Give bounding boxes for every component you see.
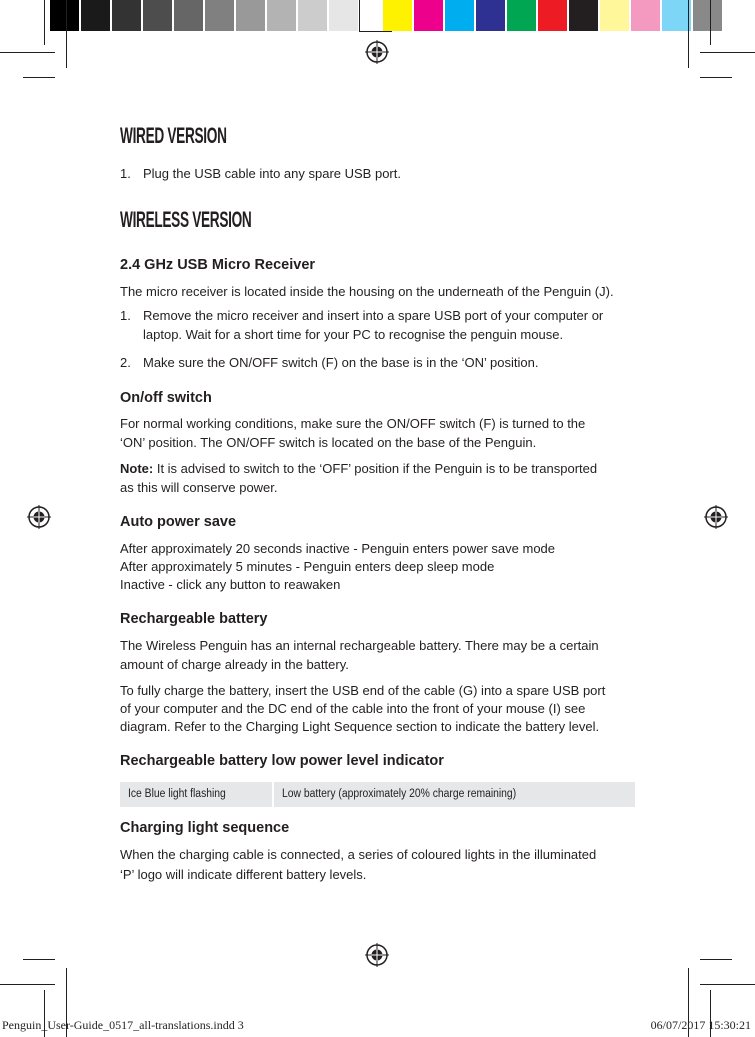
color-swatch bbox=[569, 0, 600, 31]
list-number: 1. bbox=[120, 308, 131, 323]
crop-mark bbox=[700, 984, 755, 985]
crop-mark bbox=[44, 0, 45, 45]
color-swatch bbox=[631, 0, 662, 31]
battery-line: of your computer and the DC end of the cable into the front of your mouse (I) see bbox=[120, 701, 586, 716]
wireless-heading: WIRELESS VERSION bbox=[120, 207, 252, 232]
note-label: Note: bbox=[120, 461, 154, 476]
wired-heading: WIRED VERSION bbox=[120, 123, 227, 148]
onoff-note-line: as this will conserve power. bbox=[120, 480, 278, 495]
note-text: It is advised to switch to the ‘OFF’ position if the Penguin is to be transported bbox=[153, 461, 598, 476]
registration-mark-icon bbox=[704, 505, 728, 529]
crop-mark bbox=[23, 77, 55, 78]
battery-line: diagram. Refer to the Charging Light Sequence section to indicate the battery level. bbox=[120, 719, 600, 734]
color-swatch bbox=[693, 0, 724, 31]
indicator-light-cell: Ice Blue light flashing bbox=[128, 788, 226, 800]
color-swatch bbox=[174, 0, 205, 31]
autosave-line: Inactive - click any button to reawaken bbox=[120, 577, 341, 592]
list-text: Plug the USB cable into any spare USB port. bbox=[143, 166, 401, 181]
charging-title: Charging light sequence bbox=[120, 820, 290, 836]
autosave-title: Auto power save bbox=[120, 514, 237, 530]
registration-mark-icon bbox=[365, 943, 389, 967]
list-number: 2. bbox=[120, 355, 131, 370]
list-text-line: laptop. Wait for a short time for your PC to recognise the penguin mouse. bbox=[143, 327, 564, 342]
color-swatch bbox=[476, 0, 507, 31]
indicator-table-row bbox=[120, 782, 635, 807]
color-swatch bbox=[205, 0, 236, 31]
color-swatch bbox=[81, 0, 112, 31]
crop-mark bbox=[710, 0, 711, 45]
color-swatch bbox=[507, 0, 538, 31]
battery-line: To fully charge the battery, insert the USB end of the cable (G) into a spare USB port bbox=[120, 683, 606, 698]
battery-line: The Wireless Penguin has an internal rechargeable battery. There may be a certain bbox=[120, 638, 599, 653]
color-swatch bbox=[600, 0, 631, 31]
color-swatch bbox=[112, 0, 143, 31]
color-swatch bbox=[267, 0, 298, 31]
grayscale-color-bar bbox=[50, 0, 391, 31]
battery-line: amount of charge already in the battery. bbox=[120, 657, 349, 672]
timestamp-slug: 06/07/2017 15:30:21 bbox=[650, 1018, 751, 1032]
list-text: Make sure the ON/OFF switch (F) on the base is in the ‘ON’ position. bbox=[143, 355, 539, 370]
onoff-line: For normal working conditions, make sure the ON/OFF switch (F) is turned to the bbox=[120, 416, 586, 431]
crop-mark bbox=[0, 984, 55, 985]
autosave-line: After approximately 20 seconds inactive - Penguin enters power save mode bbox=[120, 541, 556, 556]
registration-mark-icon bbox=[365, 40, 389, 64]
onoff-line: ‘ON’ position. The ON/OFF switch is located on the base of the Penguin. bbox=[120, 435, 537, 450]
color-swatch bbox=[236, 0, 267, 31]
charging-line: When the charging cable is connected, a series of coloured lights in the illuminated bbox=[120, 847, 597, 862]
list-text-line: Remove the micro receiver and insert into a spare USB port of your computer or bbox=[143, 308, 604, 323]
crop-mark bbox=[23, 959, 55, 960]
file-slug: Penguin_User-Guide_0517_all-translations.indd 3 bbox=[2, 1018, 244, 1032]
onoff-title: On/off switch bbox=[120, 390, 212, 406]
color-swatch bbox=[414, 0, 445, 31]
charging-line: ‘P’ logo will indicate different battery levels. bbox=[120, 867, 367, 882]
color-swatch bbox=[298, 0, 329, 31]
indicator-title: Rechargeable battery low power level indicator bbox=[120, 753, 444, 769]
registration-mark-icon bbox=[27, 505, 51, 529]
receiver-intro: The micro receiver is located inside the housing on the underneath of the Penguin (J). bbox=[120, 284, 614, 299]
cell-divider bbox=[272, 782, 274, 807]
battery-title: Rechargeable battery bbox=[120, 611, 268, 627]
crop-mark bbox=[66, 0, 67, 68]
receiver-title: 2.4 GHz USB Micro Receiver bbox=[120, 257, 316, 273]
crop-mark bbox=[700, 52, 755, 53]
crop-mark bbox=[688, 0, 689, 68]
color-swatch bbox=[383, 0, 414, 31]
color-swatch bbox=[143, 0, 174, 31]
crop-mark bbox=[700, 959, 732, 960]
process-color-bar bbox=[383, 0, 724, 31]
crop-mark bbox=[0, 52, 55, 53]
onoff-note bbox=[120, 459, 640, 478]
autosave-line: After approximately 5 minutes - Penguin enters deep sleep mode bbox=[120, 559, 495, 574]
color-swatch bbox=[538, 0, 569, 31]
crop-mark bbox=[700, 77, 732, 78]
indicator-meaning-cell: Low battery (approximately 20% charge remaining) bbox=[282, 788, 517, 800]
color-swatch bbox=[445, 0, 476, 31]
list-number: 1. bbox=[120, 166, 131, 181]
color-swatch bbox=[329, 0, 360, 31]
